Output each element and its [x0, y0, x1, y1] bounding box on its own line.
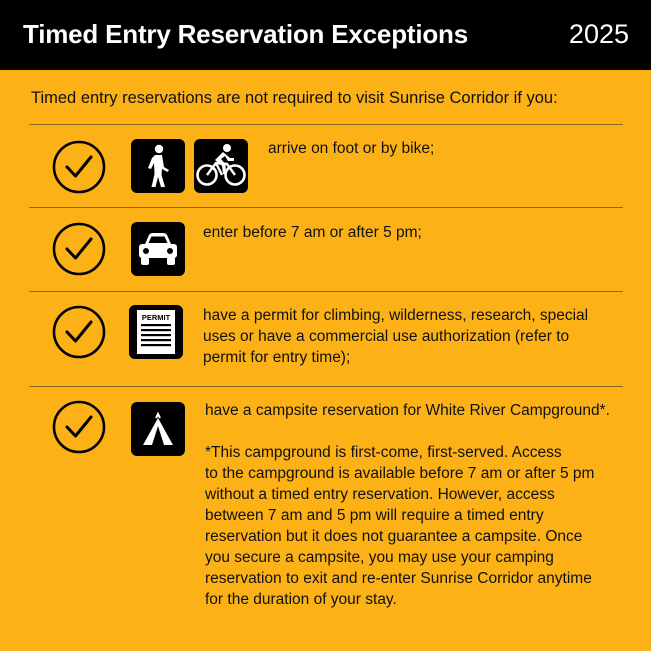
bicycle-icon [194, 139, 248, 193]
note-line: for the duration of your stay. [205, 591, 397, 608]
row-text-line: uses or have a commercial use authorization (refer to [203, 328, 570, 345]
note-line: between 7 am and 5 pm will require a timed entry [205, 507, 544, 524]
row-text: have a campsite reservation for White River Campground*. [205, 402, 610, 419]
page-title: Timed Entry Reservation Exceptions [23, 19, 468, 49]
row-text: arrive on foot or by bike; [268, 140, 435, 157]
tent-icon [131, 402, 185, 456]
divider [29, 207, 623, 208]
note-line: without a timed entry reservation. However, access [205, 486, 555, 503]
note-line: reservation but it does not guarantee a campsite. Once [205, 528, 583, 545]
row-text: enter before 7 am or after 5 pm; [203, 224, 422, 241]
note-line: you secure a campsite, you may use your camping [205, 549, 554, 566]
header-bar [0, 0, 651, 70]
row-text-line: permit for entry time); [203, 349, 351, 366]
divider [29, 124, 623, 125]
note-line: reservation to exit and re-enter Sunrise Corridor anytime [205, 570, 592, 587]
note-line: *This campground is first-come, first-served. Access [205, 444, 562, 461]
intro-text: Timed entry reservations are not required to visit Sunrise Corridor if you: [31, 89, 558, 107]
check-icon [52, 305, 106, 359]
check-icon [52, 400, 106, 454]
check-icon [52, 140, 106, 194]
permit-icon [129, 305, 183, 359]
divider [29, 386, 623, 387]
row-text-line: have a permit for climbing, wilderness, research, special [203, 307, 589, 324]
car-icon [131, 222, 185, 276]
permit-label: PERMIT [141, 313, 171, 322]
note-line: to the campground is available before 7 am or after 5 pm [205, 465, 595, 482]
year-label: 2025 [568, 19, 629, 49]
divider [29, 291, 623, 292]
campground-note [205, 442, 594, 610]
pedestrian-icon [131, 139, 185, 193]
check-icon [52, 222, 106, 276]
row-text [203, 305, 588, 368]
